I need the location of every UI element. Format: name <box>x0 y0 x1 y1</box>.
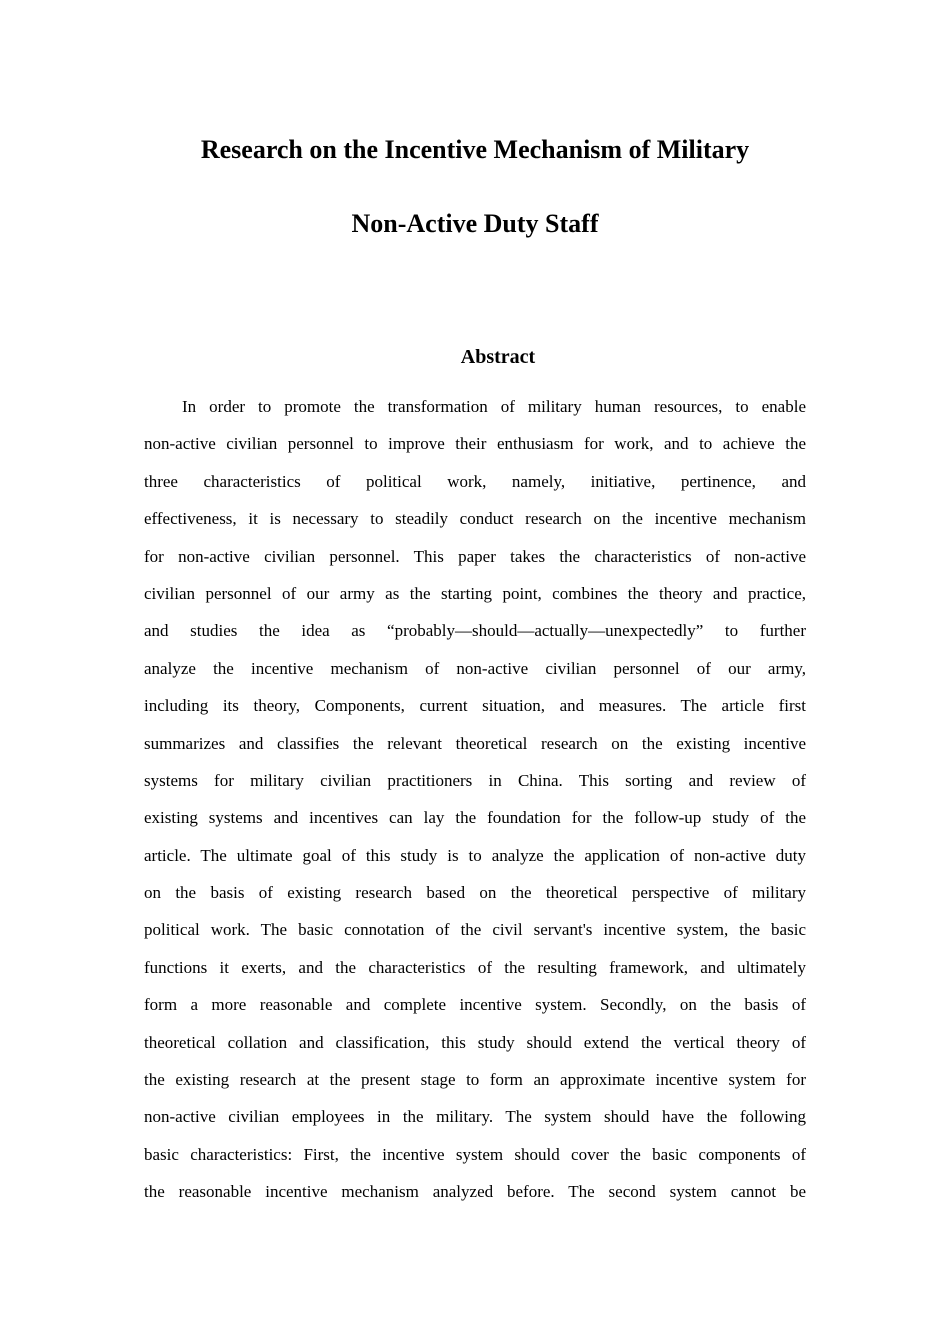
abstract-line: form a more reasonable and complete incentive system. Secondly, on the basis of <box>144 995 806 1015</box>
abstract-line: three characteristics of political work, namely, initiative, pertinence, and <box>144 471 806 491</box>
abstract-line: on the basis of existing research based on the theoretical perspective of military <box>144 883 806 903</box>
abstract-body <box>144 388 806 1211</box>
abstract-line: theoretical collation and classification, this study should extend the vertical theory of <box>144 1032 806 1052</box>
abstract-line: the existing research at the present stage to form an approximate incentive system for <box>144 1070 806 1090</box>
abstract-line: basic characteristics: First, the incentive system should cover the basic components of <box>144 1144 806 1164</box>
abstract-heading: Abstract <box>460 346 536 368</box>
title-line-2: Non-Active Duty Staff <box>351 209 599 238</box>
abstract-line: effectiveness, it is necessary to steadily conduct research on the incentive mechanism <box>144 509 806 529</box>
abstract-line: civilian personnel of our army as the starting point, combines the theory and practice, <box>144 583 806 603</box>
abstract-line: In order to promote the transformation of military human resources, to enable <box>182 397 806 416</box>
abstract-line: non-active civilian employees in the military. The system should have the following <box>144 1107 806 1127</box>
abstract-line: the reasonable incentive mechanism analyzed before. The second system cannot be <box>144 1182 806 1202</box>
abstract-line: for non-active civilian personnel. This paper takes the characteristics of non-active <box>144 546 806 566</box>
abstract-line: and studies the idea as “probably—should—actually—unexpectedly” to further <box>144 621 806 641</box>
abstract-line: summarizes and classifies the relevant theoretical research on the existing incentive <box>144 733 806 753</box>
abstract-line: systems for military civilian practitioners in China. This sorting and review of <box>144 770 806 790</box>
title-line-1: Research on the Incentive Mechanism of Military <box>200 135 750 164</box>
abstract-line: article. The ultimate goal of this study is to analyze the application of non-active duty <box>144 845 806 865</box>
abstract-line: including its theory, Components, current situation, and measures. The article first <box>144 696 806 716</box>
abstract-line: political work. The basic connotation of the civil servant's incentive system, the basic <box>144 920 806 940</box>
abstract-line: analyze the incentive mechanism of non-active civilian personnel of our army, <box>144 658 806 678</box>
abstract-line: functions it exerts, and the characteristics of the resulting framework, and ultimately <box>144 957 806 977</box>
abstract-line: non-active civilian personnel to improve their enthusiasm for work, and to achieve the <box>144 434 806 454</box>
abstract-line: existing systems and incentives can lay the foundation for the follow-up study of the <box>144 808 806 828</box>
